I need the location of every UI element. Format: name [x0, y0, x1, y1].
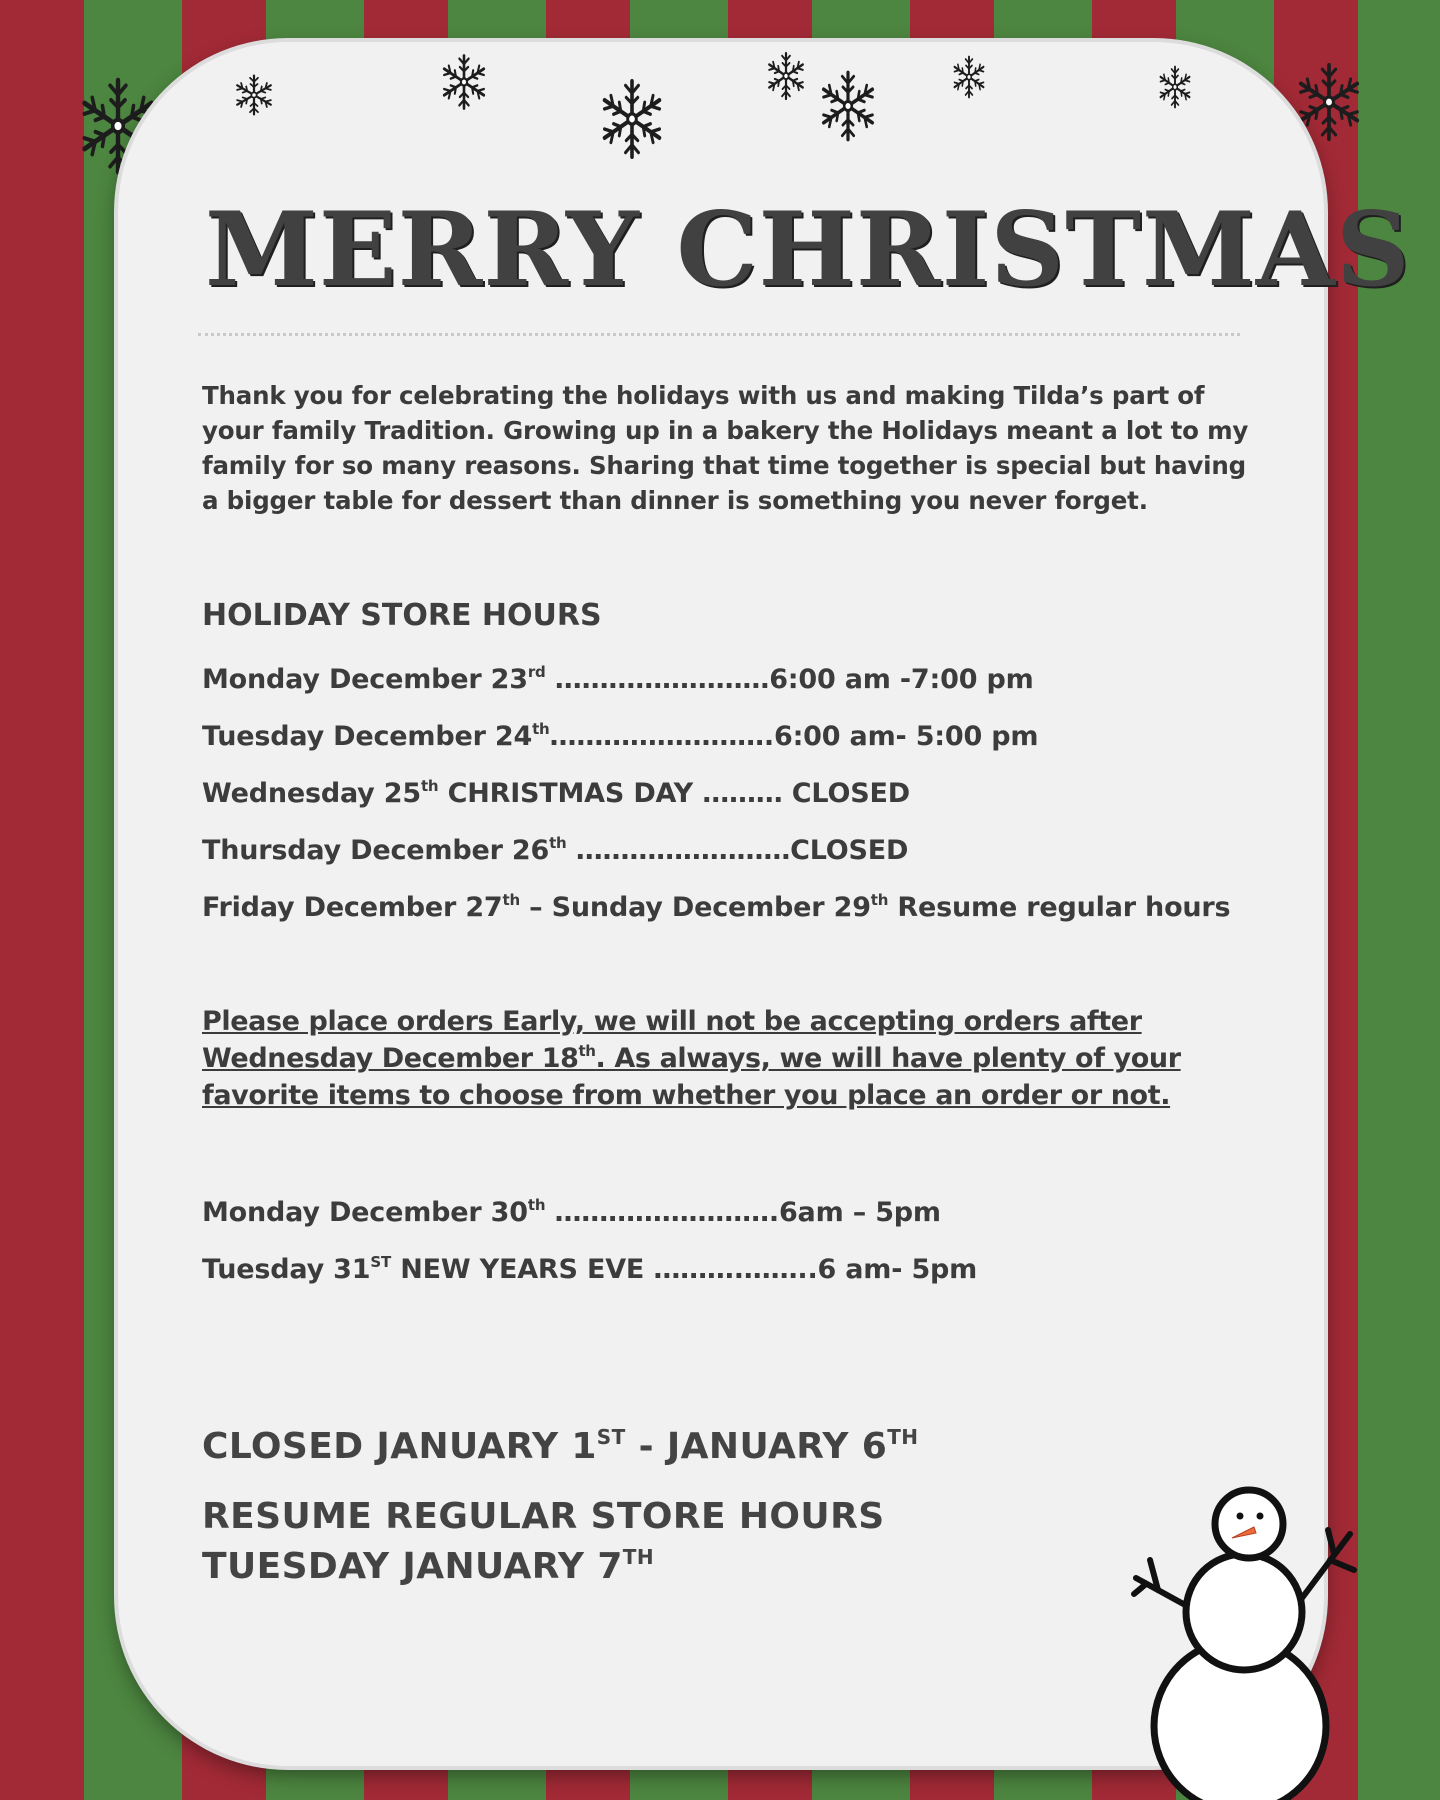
snowflake-icon: [232, 72, 276, 118]
snowflake-icon: [1156, 64, 1194, 110]
new-year-hours-list: [202, 1184, 977, 1298]
snowflake-icon: [596, 76, 668, 162]
snowman-illustration: [1128, 1482, 1368, 1800]
hours-row: Wednesday 25th CHRISTMAS DAY ……… CLOSED: [202, 777, 910, 809]
closed-dates-notice: CLOSED JANUARY 1ST - JANUARY 6TH: [202, 1425, 919, 1467]
hours-row: Thursday December 26th ……………………CLOSED: [202, 834, 909, 866]
snowflake-icon: [438, 52, 490, 112]
holiday-hours-list: [202, 651, 1230, 936]
hours-row: Tuesday 31ST NEW YEARS EVE ……….……..6 am- 5pm: [202, 1253, 978, 1285]
hours-row: Monday December 30th …………………….6am – 5pm: [202, 1196, 941, 1228]
hours-row: Friday December 27th – Sunday December 29th Resume regular hours: [202, 891, 1231, 923]
intro-paragraph: Thank you for celebrating the holidays with us and making Tilda’s part of your family Tradition. Growing up in a bakery the Holidays meant a lot to my family for so many reasons. Sharing that time together is special but having a bigger table for dessert than dinner is something you never forget.: [202, 381, 1249, 515]
dotted-divider: [198, 333, 1240, 336]
resume-hours-notice: RESUME REGULAR STORE HOURS TUESDAY JANUARY 7TH: [202, 1496, 885, 1587]
page-title: MERRY CHRISTMAS: [205, 190, 1411, 310]
snowflake-icon: [816, 68, 880, 144]
snowflake-icon: [764, 50, 808, 102]
store-hours-heading: HOLIDAY STORE HOURS: [202, 598, 602, 633]
hours-row: Tuesday December 24th…………………….6:00 am- 5:00 pm: [202, 720, 1039, 752]
order-deadline-notice: Please place orders Early, we will not be accepting orders after Wednesday December 18th. As always, we will have plenty of your favorite items to choose from whether you place an order or not.: [202, 1006, 1181, 1111]
hours-row: Monday December 23rd ……………………6:00 am -7:00 pm: [202, 663, 1034, 695]
snowflake-icon: [950, 54, 988, 100]
